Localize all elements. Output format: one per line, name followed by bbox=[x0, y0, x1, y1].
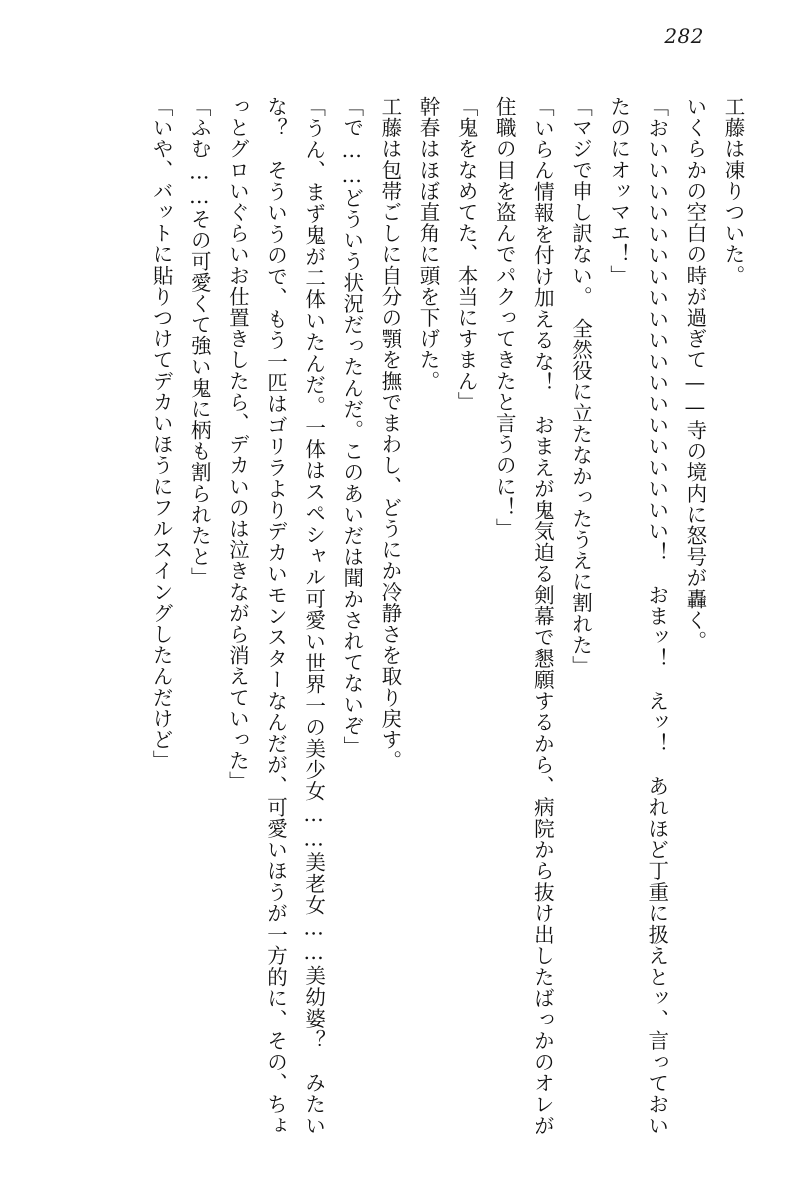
paragraph: 「おいいいいいいいいいいいいいいいいいいい！ おまッ！ えッ！ あれほど丁重に扱えとッ、言っておいたのにオッマエ！」 bbox=[606, 96, 669, 1136]
paragraph: 工藤は凍りついた。 bbox=[721, 96, 745, 286]
page-body-text bbox=[48, 96, 752, 1136]
paragraph: 「いや、バットに貼りつけてデカいほうにフルスイングしたんだけど」 bbox=[149, 96, 174, 772]
paragraph: 工藤は包帯ごしに自分の顎を撫でまわし、どうにか冷静さを取り戻す。 bbox=[377, 96, 402, 772]
paragraph: 「ふむ……その可愛くて強い鬼に柄も割られたと」 bbox=[187, 96, 212, 589]
paragraph: 幹春はほぼ直角に頭を下げた。 bbox=[416, 96, 440, 392]
page-number: 282 bbox=[664, 24, 704, 48]
paragraph: 「うん、まず鬼が二体いたんだ。一体はスペシャル可愛い世界一の美少女……美老女……美幼婆？ みたいな？ そういうので、もう一匹はゴリラよりデカいモンスターなんだが、可愛いほうが一方的に、その、ちょっとグロいぐらいお仕置きしたら、デカいのは泣きながら消えていった」 bbox=[225, 96, 326, 1136]
paragraph: 「で……どういう状況だったんだ。このあいだは聞かされてないぞ」 bbox=[339, 96, 364, 758]
paragraph: いくらかの空白の時が過ぎて——寺の境内に怒号が轟く。 bbox=[682, 96, 707, 652]
paragraph: 「鬼をなめてた、本当にすまん」 bbox=[454, 96, 479, 413]
paragraph: 「マジで申し訳ない。 全然役に立たなかったうえに割れた」 bbox=[568, 96, 593, 677]
paragraph: 「いらん情報を付け加えるな！ おまえが鬼気迫る剣幕で懇願するから、病院から抜け出したばっかのオレが住職の目を盗んでパクってきたと言うのに！」 bbox=[492, 96, 555, 1136]
